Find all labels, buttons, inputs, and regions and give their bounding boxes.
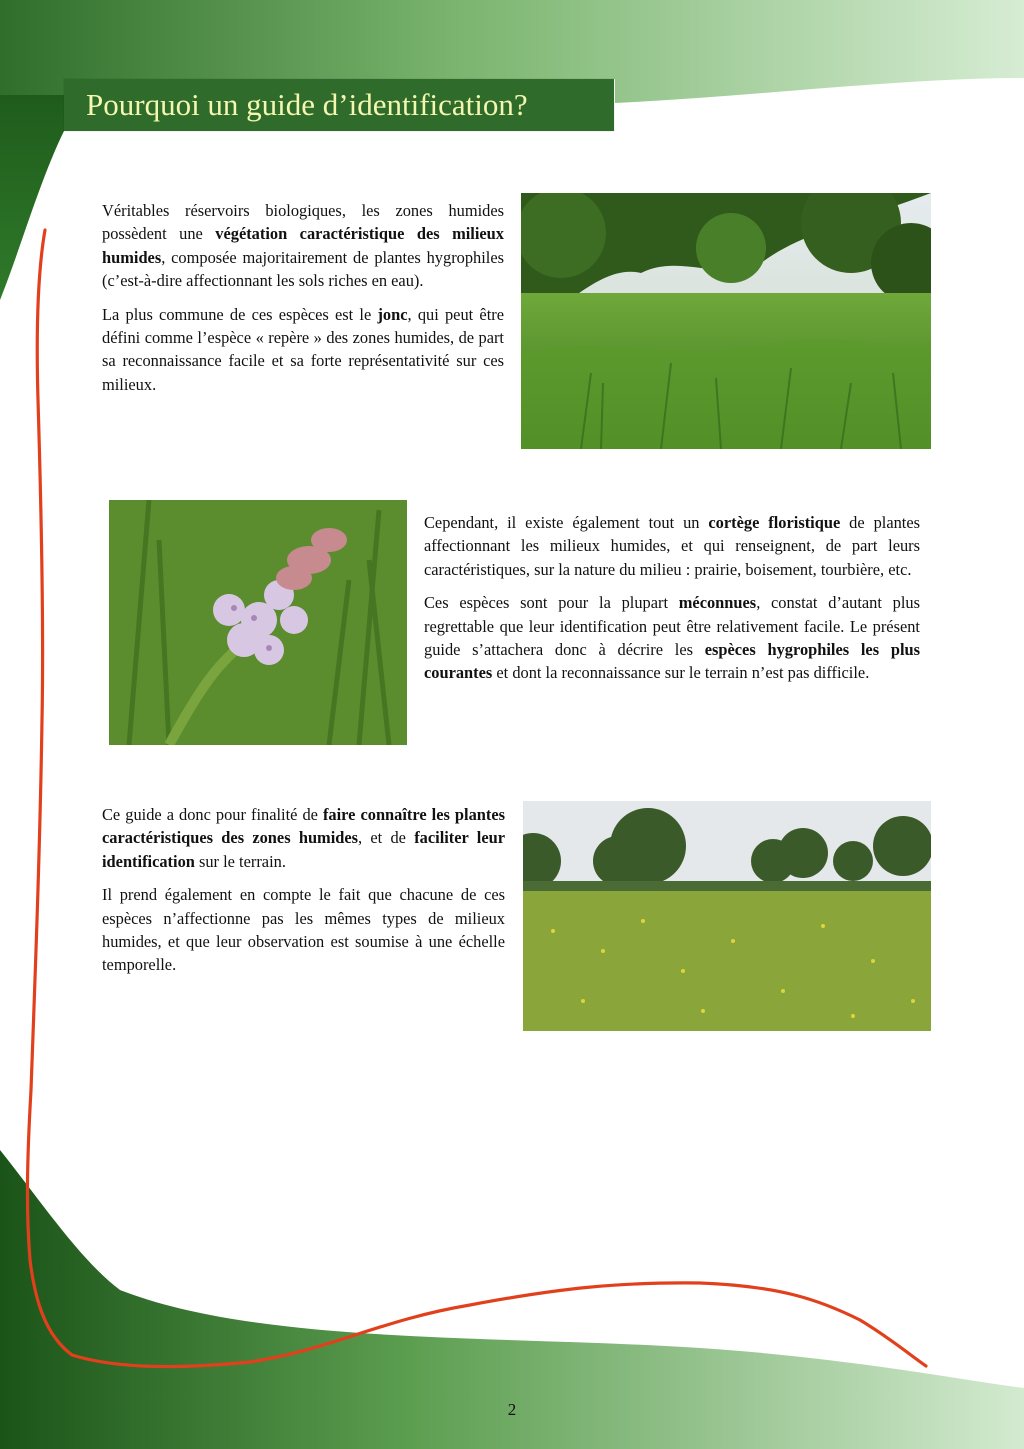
orchid-photo: [109, 500, 407, 745]
emphasized-text: méconnues: [678, 593, 757, 613]
section-1-paragraph-1: [102, 199, 504, 293]
text-run: , composée majoritairement de plantes hygrophiles (c’est-à-dire affectionnant les sols riches en eau).: [102, 247, 504, 291]
text-run: , et de: [358, 828, 415, 848]
section-3-text: [102, 803, 505, 987]
text-run: Cependant, il existe également tout un: [424, 513, 709, 532]
title-banner: [64, 79, 614, 131]
section-2-paragraph-2: [424, 591, 920, 685]
emphasized-text: faciliter leur identification: [102, 828, 505, 871]
text-run: sur le terrain.: [194, 851, 286, 871]
text-run: Ce guide a donc pour finalité de: [102, 805, 323, 824]
section-2-text: [424, 511, 920, 695]
section-1-text: [102, 199, 504, 406]
text-run: et dont la reconnaissance sur le terrain n’est pas difficile.: [492, 663, 870, 683]
text-run: de plantes affectionnant les milieux humides, et qui renseignent, de part leurs caractéristiques, sur la nature du milieu : prairie, boisement, tourbière, etc.: [424, 513, 921, 579]
emphasized-text: jonc: [377, 304, 408, 324]
text-run: Ces espèces sont pour la plupart: [424, 593, 679, 613]
text-run: , constat d’autant plus regrettable que leur identification peut être relativement facile. Le présent guide s’attachera donc à décrire les: [424, 593, 920, 660]
emphasized-text: cortège floristique: [708, 513, 841, 532]
page-number: 2: [507, 1400, 517, 1419]
text-run: Il prend également en compte le fait que chacune de ces espèces n’affectionne pas les mêmes types de milieux humides, et que leur observation est soumise à une échelle temporelle.: [102, 885, 505, 975]
text-run: Véritables réservoirs biologiques, les zones humides possèdent une: [102, 201, 504, 244]
text-run: La plus commune de ces espèces est le: [102, 304, 378, 324]
wetland-meadow-photo: [521, 193, 931, 449]
emphasized-text: végétation caractéristique des milieux humides: [102, 224, 504, 267]
section-3-paragraph-2: [102, 883, 505, 977]
section-2-paragraph-1: [424, 511, 920, 581]
page-title: Pourquoi un guide d’identification?: [86, 87, 528, 122]
left-green-swoosh: [0, 95, 64, 300]
buttercup-meadow-photo: [523, 801, 931, 1031]
emphasized-text: espèces hygrophiles les plus courantes: [424, 640, 921, 683]
text-run: , qui peut être défini comme l’espèce « repère » des zones humides, de part sa reconnaissance facile et sa forte représentativité sur ces milieux.: [102, 304, 504, 394]
section-1-paragraph-2: [102, 303, 504, 397]
section-3-paragraph-1: [102, 803, 505, 873]
emphasized-text: faire connaître les plantes caractéristiques des zones humides: [102, 805, 506, 848]
